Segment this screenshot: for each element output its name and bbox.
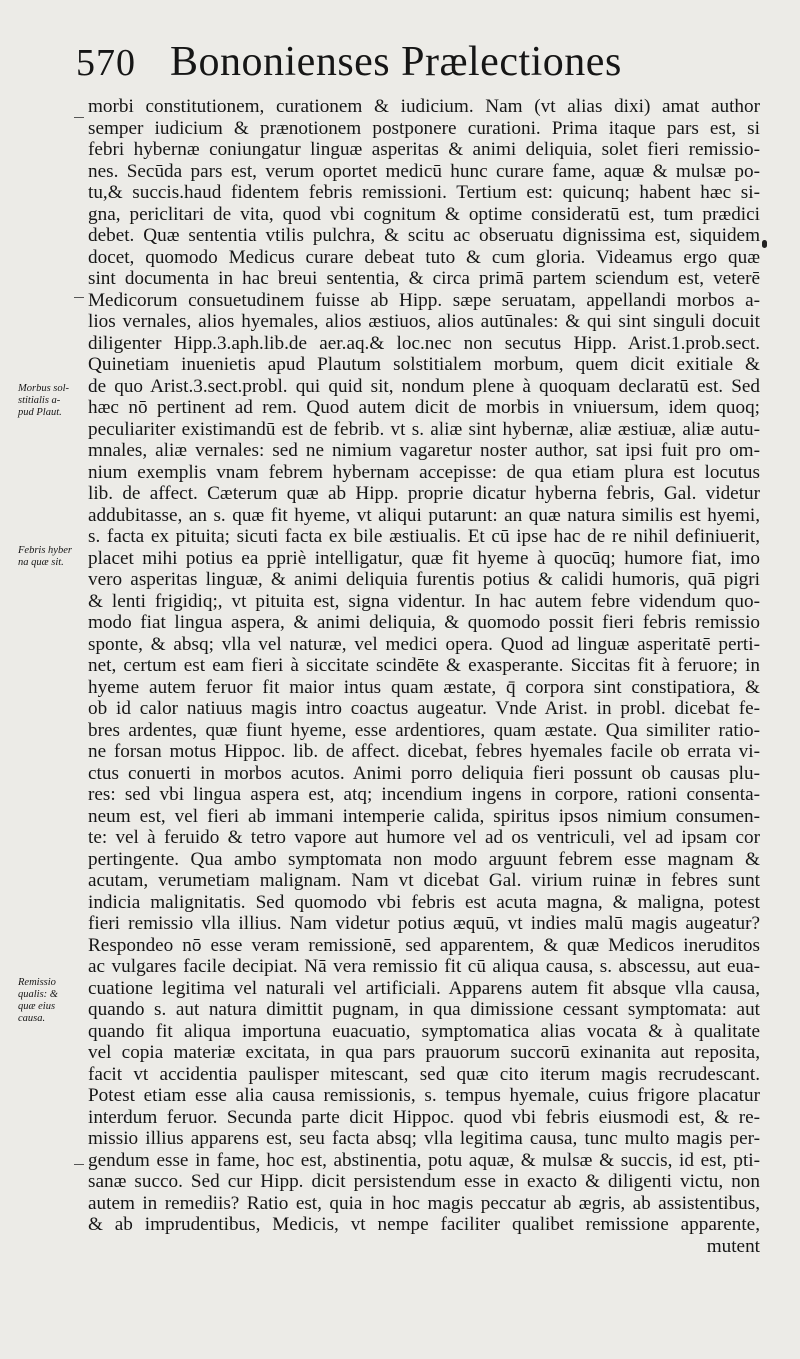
- text-line: tu,& succis.haud fidentem febris remissioni. Tertium est: quicunq; habent hæc si-: [88, 182, 760, 203]
- text-line: bres ardentes, quæ fiunt hyeme, esse ardentiores, quam æstate. Qua similiter ratio-: [88, 719, 760, 741]
- text-line: sanæ succo. Sed cur Hipp. dicit persistendum esse in exacto & diligenti victu, non: [88, 1171, 760, 1192]
- margin-dash-mark: [74, 1164, 84, 1165]
- text-line: mutent: [706, 1235, 760, 1257]
- margin-note-line: na quæ sit.: [18, 557, 64, 568]
- text-line: missio illius apparens est, seu facta absq; vlla legitima causa, tunc multo magis per-: [88, 1128, 760, 1149]
- text-line: Medicorum consuetudinem fuisse ab Hipp. sæpe seruatam, appellandi morbos a-: [88, 289, 760, 311]
- text-line: docet, quomodo Medicus curare debeat tuto & cum gloria. Videamus ergo quæ: [88, 246, 760, 268]
- text-line: Quinetiam inuenietis apud Plautum solstitialem morbum, quem dicit exitiale &: [88, 354, 760, 375]
- text-line: nes. Secūda pars est, verum oportet medicū hunc curare fame, aquæ & mulsæ po-: [88, 160, 760, 182]
- text-line: ctus conuerti in morbos acutos. Animi porro deliquia fieri possunt ob causas plu-: [88, 762, 760, 784]
- text-line: neum est, vel fieri ab immani intemperie calida, spiritus ipsos nimium consumen-: [88, 805, 760, 827]
- text-line: pertingente. Qua ambo symptomata non modo arguunt febrem esse magnam &: [88, 848, 760, 870]
- page-header: [76, 38, 622, 98]
- margin-note-morbus-solstitialis: [18, 383, 94, 419]
- text-line: de quo Arist.3.sect.probl. qui quid sit, nondum plene à quoquam declaratū est. Sed: [88, 375, 760, 397]
- text-line: te: vel à feruido & tetro vapore aut humore vel ad os ventriculi, vel ad ipsam cor: [88, 827, 760, 848]
- text-line: diligenter Hipp.3.aph.lib.de aer.aq.& loc.nec non secutus Hipp. Arist.1.prob.sect.: [88, 332, 760, 354]
- text-line: nium exemplis vnam febrem hybernam accepisse: de qua etiam plura est locutus: [88, 461, 760, 483]
- text-line: interdum feruor. Secunda parte dicit Hippoc. quod vbi febris eiusmodi est, & re-: [88, 1106, 760, 1128]
- text-line: Potest etiam esse alia causa remissionis, s. tempus hyemale, cuius frigore placatur: [88, 1085, 760, 1106]
- text-line: net, certum est eam fieri à siccitate scindēte & exasperante. Siccitas fit à feruore; in: [88, 655, 760, 676]
- ink-spot: [762, 240, 767, 248]
- margin-dash-mark: [74, 297, 84, 298]
- margin-note-line: pud Plaut.: [18, 407, 62, 418]
- margin-note-febris-hyberna: [18, 545, 94, 569]
- text-line: cuatione legitima vel naturali vel artificiali. Apparens autem fit absque vlla causa,: [88, 977, 760, 999]
- text-line: gna, periclitari de vita, quod vbi cognitum & optime consideratū est, tum prædici: [88, 203, 760, 225]
- text-line: hæc nō pertinent ad rem. Quod autem dicit de morbis in vniuersum, idem quoq;: [88, 397, 760, 418]
- text-line: sint documenta in hac breui sententia, & circa primā partem sciendum est, veterē: [88, 268, 760, 289]
- body-text: [88, 96, 760, 1257]
- margin-note-line: causa.: [18, 1013, 46, 1024]
- text-line: peculiariter existimandū est de febrib. vt s. aliæ sint hybernæ, aliæ æstiuæ, aliæ autu-: [88, 418, 760, 440]
- text-line: acutam, verumetiam malignam. Nam vt dicebat Gal. virium ruinæ in febres sunt: [88, 870, 760, 891]
- text-line: ac vulgares facile decipiat. Nā vera remissio fit cū aliqua causa, s. abscessu, aut eua-: [88, 956, 760, 977]
- text-line: gendum esse in fame, hoc est, abstinentia, potu aquæ, & mulsæ & succis, id est, pti-: [88, 1149, 760, 1171]
- text-line: facit vt accidentia paulisper mitescant, sed quæ cito iterum magis recrudescant.: [88, 1063, 760, 1085]
- text-line: vel copia materiæ excitata, in qua pars prauorum succorū exinanita aut reposita,: [88, 1042, 760, 1063]
- text-line: addubitasse, an s. quæ fit hyeme, vt aliqui putarunt: an quæ natura similis est hyemi,: [88, 504, 760, 526]
- text-line: semper iudicium & prænotionem postponere curationi. Prima itaque pars est, si: [88, 117, 760, 139]
- text-line: autem in remediis? Ratio est, quia in hoc magis peccatur ab ægris, ab assistentibus,: [88, 1192, 760, 1214]
- margin-note-line: Remissio: [18, 977, 56, 988]
- text-line: hyeme autem feruor fit maior intus quam æstate, q̄ corpora sint constipatiora, &: [88, 676, 760, 698]
- text-line: morbi constitutionem, curationem & iudicium. Nam (vt alias dixi) amat author: [88, 96, 760, 117]
- text-line: lios vernales, alios hyemales, alios æstiuos, alios autūnales: & qui sint singuli docuit: [88, 311, 760, 332]
- text-line: fieri remissio vlla illius. Nam videtur potius æquū, vt indies malū magis augeatur?: [88, 913, 760, 934]
- text-line: febri hybernæ coniungatur linguæ asperitas & animi deliquia, solet fieri remissio-: [88, 139, 760, 160]
- text-line: lib. de affect. Cæterum quæ ab Hipp. proprie dicatur hyberna febris, Gal. videtur: [88, 483, 760, 504]
- margin-note-line: qualis: &: [18, 989, 58, 1000]
- text-line: indicia malignitatis. Sed quomodo vbi febris est acuta magna, & maligna, potest: [88, 891, 760, 913]
- text-line: & lenti frigidiq;, vt pituita est, signa videntur. In hac autem febre videndum quo-: [88, 590, 760, 612]
- margin-note-line: quæ eius: [18, 1001, 56, 1012]
- text-line: mnales, aliæ vernales: sed ne nimium vagaretur noster author, sat ipsi fuit pro om-: [88, 440, 760, 461]
- text-line: ob id calor natiuus magis intro coactus augeatur. Vnde Arist. in probl. dicebat fe-: [88, 698, 760, 719]
- text-line: & ab imprudentibus, Medicis, vt nempe faciliter qualibet remissione apparente,: [88, 1214, 760, 1235]
- text-line: debet. Quæ sententia vtilis pulchra, & scitu ac obseruatu dignissima est, siquidem: [88, 225, 760, 246]
- text-line: s. facta ex pituita; sicuti facta ex bile æstiualis. Et cū ipse hac de re nihil definiuerit,: [88, 526, 760, 547]
- text-line: modo fiat lingua aspera, & animi deliquia, & quomodo possit fieri febris remissio: [88, 612, 760, 633]
- text-line: ne forsan motus Hippoc. lib. de affect. dicebat, febres hyemales facile ob errata vi-: [88, 741, 760, 762]
- text-line: Respondeo nō esse veram remissionē, sed apparentem, & quæ Medicos ineruditos: [88, 934, 760, 956]
- margin-note-line: stitialis a-: [18, 395, 61, 406]
- margin-note-line: Morbus sol-: [18, 383, 70, 394]
- text-line: vero asperitas linguæ, & animi deliquia furentis potius & calidi humoris, quā pigri: [88, 569, 760, 590]
- text-line: quando fit aliqua importuna euacuatio, symptomatica alias vocata & à qualitate: [88, 1020, 760, 1042]
- margin-dash-mark: [74, 117, 84, 118]
- running-title: Bononienses Prælectiones: [170, 39, 622, 85]
- text-line: sponte, & absq; vlla vel naturæ, vel medici opera. Quod ad linguæ asperitatē perti-: [88, 633, 760, 655]
- margin-note-line: Febris hyber: [18, 545, 72, 556]
- text-line: quando s. aut natura dimittit pugnam, in qua dimissione cessant symptomata: aut: [88, 999, 760, 1020]
- page-number: 570: [76, 42, 136, 84]
- text-line: res: sed vbi lingua aspera est, atq; incendium ingens in corpore, rationi consenta-: [88, 784, 760, 805]
- text-line: placet mihi potius ea ppriè intelligatur, quæ fit hyeme à quocūq; humore fiat, imo: [88, 547, 760, 569]
- margin-note-remissio: [18, 977, 94, 1025]
